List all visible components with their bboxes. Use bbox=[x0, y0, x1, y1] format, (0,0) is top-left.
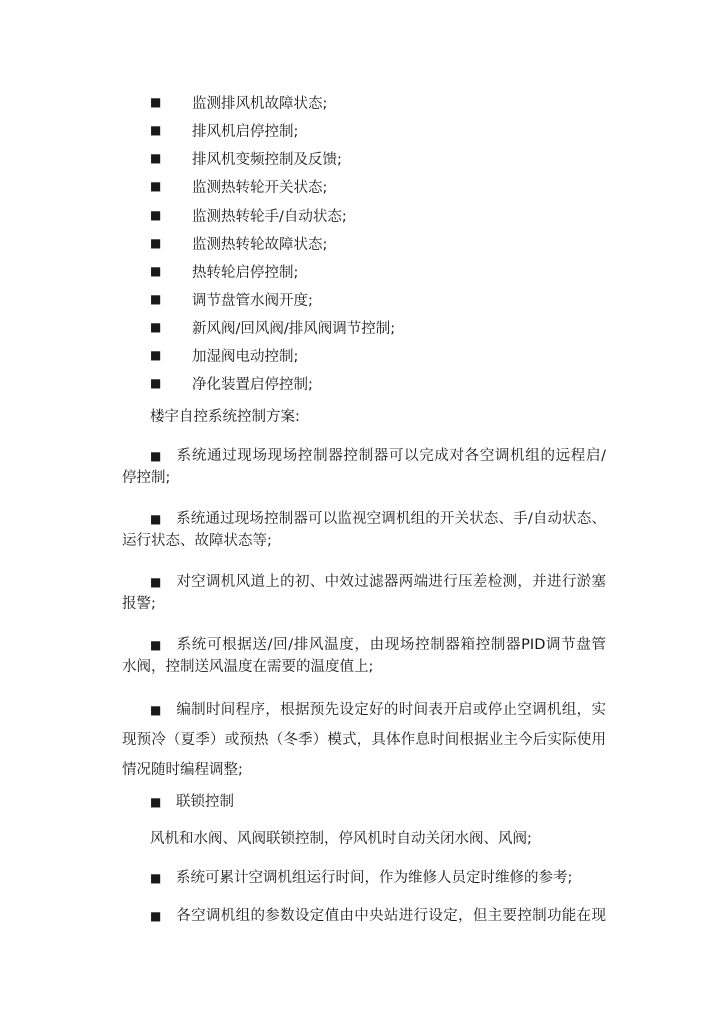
square-bullet-icon: ■ bbox=[150, 575, 162, 589]
line-text: 对空调机风道上的初、中效过滤器两端进行压差检测，并进行淤塞 bbox=[176, 574, 606, 590]
paragraph bbox=[122, 634, 606, 678]
square-bullet-icon: ■ bbox=[150, 264, 162, 278]
paragraph-line bbox=[122, 508, 606, 530]
line-text: 系统通过现场现场控制器控制器可以完成对各空调机组的远程启/ bbox=[176, 448, 606, 464]
paragraph-line: 停控制; bbox=[122, 470, 171, 486]
list-item bbox=[150, 288, 313, 310]
paragraph-line bbox=[122, 905, 606, 927]
list-item-text: 加湿阀电动控制; bbox=[192, 348, 299, 365]
square-bullet-icon: ■ bbox=[150, 376, 162, 390]
paragraph-line: 运行状态、故障状态等; bbox=[122, 533, 272, 549]
square-bullet-icon: ■ bbox=[150, 236, 162, 250]
list-item bbox=[150, 232, 327, 254]
list-item bbox=[150, 175, 327, 197]
interlock-text: 风机和水阀、风阀联锁控制，停风机时自动关闭水阀、风阀; bbox=[150, 831, 532, 847]
line-text: 系统可根据送/回/排风温度，由现场控制器箱控制器PID调节盘管 bbox=[176, 637, 606, 653]
list-item bbox=[150, 344, 298, 366]
square-bullet-icon: ■ bbox=[150, 292, 162, 306]
paragraph bbox=[122, 508, 606, 552]
square-bullet-icon: ■ bbox=[150, 151, 162, 165]
list-item-text: 监测热转轮开关状态; bbox=[192, 179, 328, 196]
list-item-text: 新风阀/回风阀/排风阀调节控制; bbox=[192, 320, 396, 337]
list-item bbox=[150, 119, 298, 141]
list-item-text: 排风机变频控制及反馈; bbox=[192, 151, 342, 168]
paragraph-line bbox=[122, 791, 606, 813]
paragraph-line: 水阀，控制送风温度在需要的温度值上; bbox=[122, 659, 374, 675]
square-bullet-icon: ■ bbox=[150, 348, 162, 362]
list-item bbox=[150, 372, 313, 394]
list-item bbox=[150, 204, 347, 226]
list-item bbox=[150, 260, 298, 282]
paragraph-line bbox=[122, 634, 606, 656]
line-text: 编制时间程序，根据预先设定好的时间表开启或停止空调机组，实 bbox=[176, 702, 606, 718]
list-item-text: 监测热转轮手/自动状态; bbox=[192, 208, 347, 225]
list-item-text: 净化装置启停控制; bbox=[192, 376, 313, 393]
list-item-text: 监测热转轮故障状态; bbox=[192, 236, 328, 253]
list-item bbox=[150, 316, 395, 338]
paragraph bbox=[122, 867, 606, 889]
square-bullet-icon: ■ bbox=[150, 320, 162, 334]
square-bullet-icon: ■ bbox=[150, 449, 162, 463]
paragraph-line bbox=[122, 571, 606, 593]
line-text: 各空调机组的参数设定值由中央站进行设定，但主要控制功能在现 bbox=[176, 908, 606, 924]
paragraph-line bbox=[122, 445, 606, 467]
list-item bbox=[150, 147, 342, 169]
square-bullet-icon: ■ bbox=[150, 795, 162, 809]
paragraph-line: 现预冷（夏季）或预热（冬季）模式，具体作息时间根据业主今后实际使用 bbox=[122, 732, 606, 748]
square-bullet-icon: ■ bbox=[150, 871, 162, 885]
paragraph-line bbox=[122, 699, 606, 721]
square-bullet-icon: ■ bbox=[150, 95, 162, 109]
square-bullet-icon: ■ bbox=[150, 208, 162, 222]
square-bullet-icon: ■ bbox=[150, 123, 162, 137]
square-bullet-icon: ■ bbox=[150, 703, 162, 717]
square-bullet-icon: ■ bbox=[150, 512, 162, 526]
list-item-text: 热转轮启停控制; bbox=[192, 264, 299, 281]
paragraph-line: 情况随时编程调整; bbox=[122, 762, 243, 778]
paragraph bbox=[122, 571, 606, 615]
square-bullet-icon: ■ bbox=[150, 909, 162, 923]
paragraph bbox=[122, 791, 606, 813]
list-item bbox=[150, 91, 327, 113]
paragraph-line: 报警; bbox=[122, 596, 156, 612]
line-text: 联锁控制 bbox=[176, 794, 234, 810]
list-item-text: 排风机启停控制; bbox=[192, 123, 299, 140]
section-heading: 楼宇自控系统控制方案: bbox=[150, 409, 300, 425]
square-bullet-icon: ■ bbox=[150, 638, 162, 652]
paragraph bbox=[122, 699, 606, 781]
paragraph bbox=[122, 445, 606, 489]
list-item-text: 监测排风机故障状态; bbox=[192, 95, 328, 112]
list-item-text: 调节盘管水阀开度; bbox=[192, 292, 313, 309]
line-text: 系统通过现场控制器可以监视空调机组的开关状态、手/自动状态、 bbox=[176, 511, 606, 527]
paragraph-line bbox=[122, 867, 606, 889]
square-bullet-icon: ■ bbox=[150, 179, 162, 193]
line-text: 系统可累计空调机组运行时间，作为维修人员定时维修的参考; bbox=[176, 870, 573, 886]
paragraph bbox=[122, 905, 606, 927]
